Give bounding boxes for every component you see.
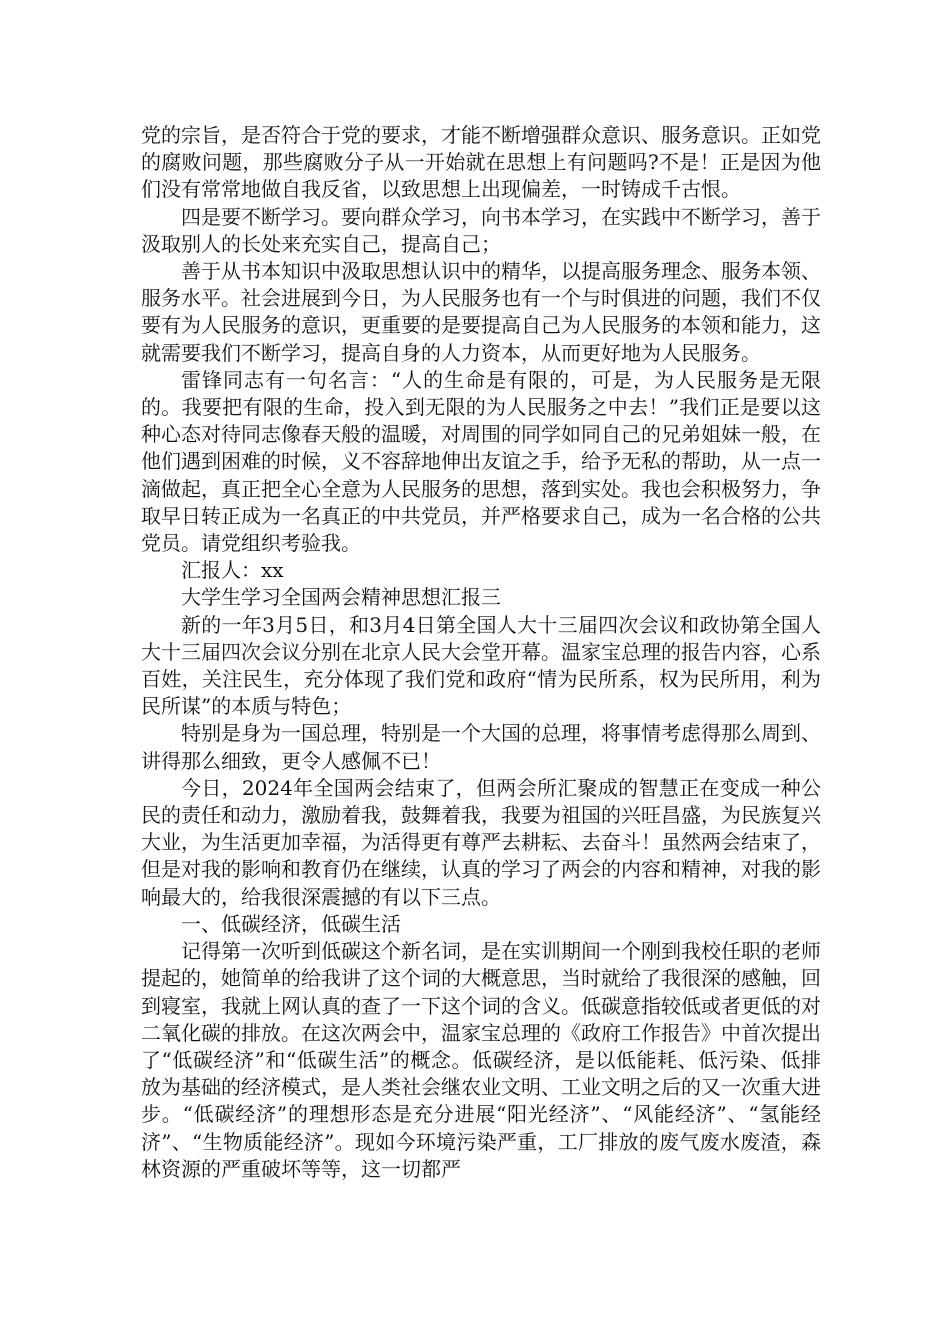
document-body	[141, 122, 821, 1183]
paragraph: 四是要不断学习。要向群众学习，向书本学习，在实践中不断学习，善于汲取别人的长处来充实自己，提高自己；	[141, 204, 821, 256]
paragraph: 新的一年3月5日，和3月4日第全国人大十三届四次会议和政协第全国人大十三届四次会议分别在北京人民大会堂开幕。温家宝总理的报告内容，心系百姓，关注民生，充分体现了我们党和政府“情为民所系，权为民所用，利为民所谋”的本质与特色；	[141, 612, 821, 719]
paragraph: 善于从书本知识中汲取思想认识中的精华，以提高服务理念、服务本领、服务水平。社会进展到今日，为人民服务也有一个与时俱进的问题，我们不仅要有为人民服务的意识，更重要的是要提高自己为人民服务的本领和能力，这就需要我们不断学习，提高自身的人力资本，从而更好地为人民服务。	[141, 259, 821, 365]
section-title: 大学生学习全国两会精神思想汇报三	[181, 585, 501, 610]
reporter-line: 汇报人：xx	[181, 558, 284, 583]
paragraph: 党的宗旨，是否符合于党的要求，才能不断增强群众意识、服务意识。正如党的腐败问题，那些腐败分子从一开始就在思想上有问题吗?不是！正是因为他们没有常常地做自我反省，以致思想上出现偏差，一时铸成千古恨。	[141, 123, 821, 202]
paragraph: 今日，2024年全国两会结束了，但两会所汇聚成的智慧正在变成一种公民的责任和动力，激励着我，鼓舞着我，我要为祖国的兴旺昌盛，为民族复兴大业，为生活更加幸福，为活得更有尊严去耕耘、去奋斗！虽然两会结束了，但是对我的影响和教育仍在继续，认真的学习了两会的内容和精神，对我的影响最大的，给我很深震撼的有以下三点。	[141, 775, 821, 909]
paragraph: 雷锋同志有一句名言：“人的生命是有限的，可是，为人民服务是无限的。我要把有限的生命，投入到无限的为人民服务之中去！”我们正是要以这种心态对待同志像春天般的温暖，对周围的同学如同自己的兄弟姐妹一般，在他们遇到困难的时候，义不容辞地伸出友谊之手，给予无私的帮助，从一点一滴做起，真正把全心全意为人民服务的思想，落到实处。我也会积极努力，争取早日转正成为一名真正的中共党员，并严格要求自己，成为一名合格的公共党员。请党组织考验我。	[141, 367, 821, 556]
paragraph: 记得第一次听到低碳这个新名词，是在实训期间一个刚到我校任职的老师提起的，她简单的给我讲了这个词的大概意思，当时就给了我很深的感触，回到寝室，我就上网认真的查了一下这个词的含义。低碳意指较低或者更低的对二氧化碳的排放。在这次两会中，温家宝总理的《政府工作报告》中首次提出了“低碳经济”和“低碳生活”的概念。低碳经济，是以低能耗、低污染、低排放为基础的经济模式，是人类社会继农业文明、工业文明之后的又一次重大进步。“低碳经济”的理想形态是充分进展“阳光经济”、“风能经济”、“氢能经济”、“生物质能经济”。现如今环境污染严重，工厂排放的废气废水废渣，森林资源的严重破坏等等，这一切都严	[141, 939, 821, 1181]
paragraph: 特别是身为一国总理，特别是一个大国的总理，将事情考虑得那么周到、讲得那么细致，更令人感佩不已！	[141, 721, 821, 773]
section-heading: 一、低碳经济，低碳生活	[181, 911, 401, 936]
